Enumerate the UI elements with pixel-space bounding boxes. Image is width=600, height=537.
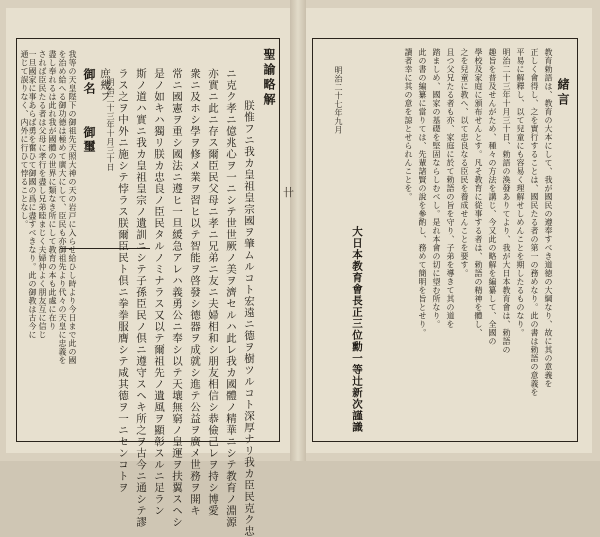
gutter [290,0,306,461]
right-page-title: 緒言 [556,78,570,108]
right-page [306,8,592,453]
left-page [6,8,290,537]
imperial-seal: 御璽 [82,126,96,154]
commentary-column: を治め給へる御功德は極めて廣大にして、臣民も亦御祖先より代々の天皇に忠義を [58,50,67,365]
commentary-column: 盡し奉れるは此れ我が國體の世界に類なき所にして教育の本も此處に在り [48,50,57,331]
preface-column: 踏ましめ、國家の基礎を堅固ならしむべし。是れ本會の切に望む所なり。 [432,48,441,329]
preface-column: 平易に解釋し、以て兒童にも容易く理解せしめんことを期したるものなり。 [516,48,525,337]
commentary-column: 一旦國家に事あらば勇を奮ひて御國の爲に盡すべきなり。此の御教は古今に [28,50,37,339]
preface-column: 此の書の編纂に當りては、先輩諸賢の說を參酌し、務めて簡明を旨とせり。 [418,48,427,337]
preface-column: 學校及家庭に頒布せんとす。凡そ教育に從事する者は、勅語の精神を體し、 [474,48,483,337]
rescript-column: 常ニ國憲ヲ重シ國法ニ遵ヒ一旦緩急アレハ義勇公ニ奉シ以テ天壤無窮ノ皇運ヲ扶翼スヘシ [171,68,183,528]
rescript-column: ニ克ク孝ニ億兆心ヲ一ニシテ世世厥ノ美ヲ濟セルハ此レ我カ國體ノ精華ニシテ教育ノ淵源 [225,68,237,528]
rescript-date: 明治二十三年十月三十日 [106,78,115,172]
gutter-mark: 卄 [283,186,294,199]
commentary-column: 通じて誤りなく、内外に行ひて悖ることなし。 [20,50,29,229]
preface-date: 明治二十七年九月 [334,66,343,134]
rescript-column: 庶幾フ [99,68,111,103]
rescript-column: 衆ニ及ホシ學ヲ修メ業ヲ習ヒ以テ智能ヲ啓發シ德器ヲ成就シ進テ公益ヲ廣メ世務ヲ開キ [189,68,201,517]
rescript-column: 亦實ニ此ニ存ス爾臣民父母ニ孝ニ兄弟ニ友ニ夫婦相和シ朋友相信シ恭儉己レヲ持シ博愛 [207,68,219,517]
commentary-column: 我等の天皇陛下の御祖先天照大神の天の岩戸に入らせ給ひし時より今日まで此の國 [68,50,77,365]
preface-column: 讀者幸に其の意を諒とせられんことを。 [404,48,413,201]
preface-column: 教育勅語は、教育の大本にして、我が國民の遵奉すべき道徳の大綱なり、故に其の意義を [544,48,553,388]
left-page-title: 聖諭略解 [262,48,276,108]
rescript-column: 朕惟フニ我カ皇祖皇宗國ヲ肇ムルコト宏遠ニ德ヲ樹ツルコト深厚ナリ我カ臣民克ク忠 [243,100,255,537]
imperial-name: 御名 [82,68,96,96]
commentary-column: されば臣民たる者は父母に孝行を盡し兄弟睦まじく夫婦仲よく朋友互に信じ [38,50,47,339]
rescript-column: ラス之ヲ中外ニ施シテ悖ラス朕爾臣民ト倶ニ拳拳服膺シテ咸其德ヲ一ニセンコトヲ [117,68,129,494]
preface-column: 之を兒童に教へ、以て忠良なる臣民を養成せんことを要す。 [460,48,469,278]
preface-column: 正しく會得し、之を實行することは、國民たる者の第一の務めなり。此の書は勅語の意義を [530,48,539,397]
rescript-column: 是ノ如キハ獨リ朕カ忠良ノ臣民タルノミナラス又以テ爾祖先ノ遺風ヲ顯彰スルニ足ラン [153,68,165,517]
preface-signature: 大日本教育會長正三位勳一等辻新次謹識 [351,226,363,433]
rescript-column: 斯ノ道ハ實ニ我カ皇祖皇宗ノ遺訓ニシテ子孫臣民ノ倶ニ遵守スヘキ所之ヲ古今ニ通シテ謬 [135,68,147,528]
preface-column: 且つ父兄たる者も亦、家庭に於て勅語の旨を守り、子弟を導きて其の道を [446,48,455,329]
preface-column: 明治二十三年十月三十日、勅語の渙發ありてより、我が大日本教育會は、勅語の [502,48,511,354]
preface-column: 趣旨を普及せんがため、種々の方法を講じ、今又此の略解を編纂して、全國の [488,48,497,346]
